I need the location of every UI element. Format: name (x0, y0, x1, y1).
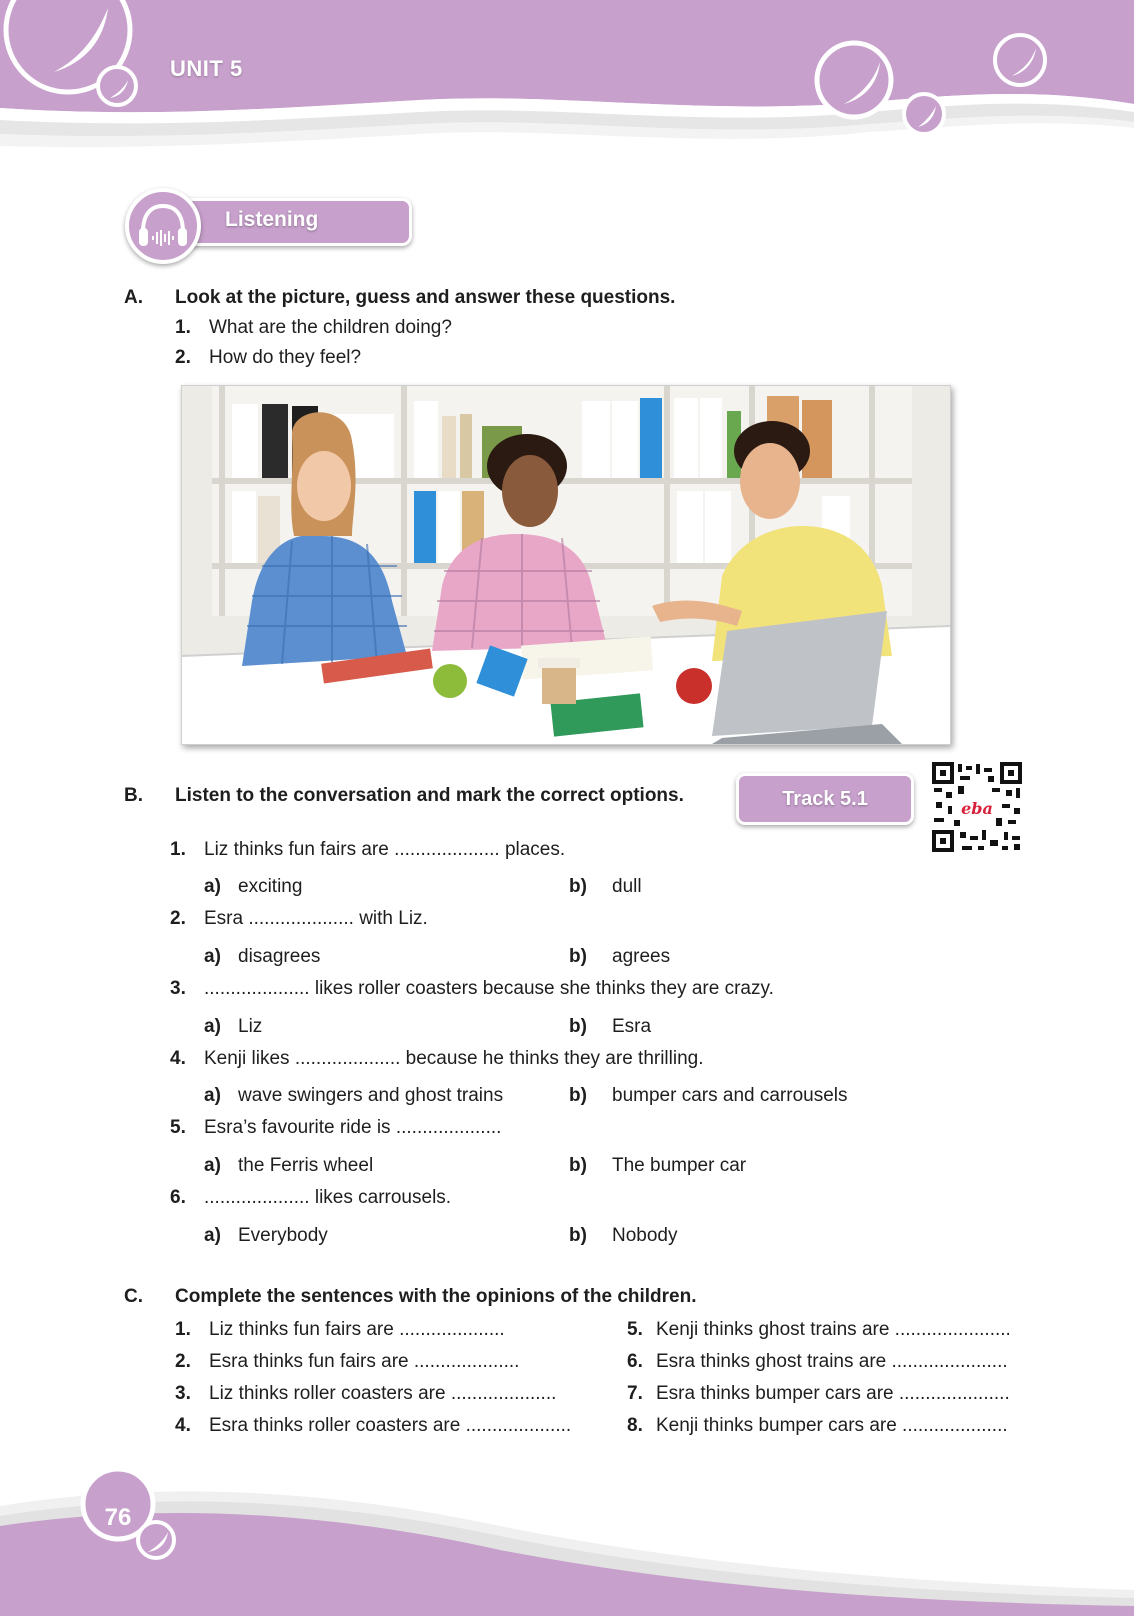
b-q5-b-text[interactable]: The bumper car (612, 1155, 747, 1176)
b-q6-a-text[interactable]: Everybody (238, 1225, 328, 1246)
b-q4-a-text[interactable]: wave swingers and ghost trains (238, 1085, 504, 1106)
b-q6-b-letter[interactable]: b) (569, 1225, 587, 1246)
b-q4-a-letter[interactable]: a) (204, 1085, 221, 1106)
b-q3-a-text[interactable]: Liz (238, 1016, 263, 1037)
header-banner (0, 0, 1134, 170)
section-b-letter: B. (124, 785, 143, 806)
b-q4-num: 4. (170, 1048, 186, 1069)
section-a-q1-text: What are the children doing? (209, 317, 452, 338)
b-q3-num: 3. (170, 978, 186, 999)
unit-title: UNIT 5 (170, 56, 243, 81)
c-item-5-num: 5. (627, 1319, 643, 1340)
b-q5-text: Esra’s favourite ride is .................... (204, 1117, 502, 1138)
b-q6-b-text[interactable]: Nobody (612, 1225, 678, 1246)
c-item-1-num: 1. (175, 1319, 191, 1340)
section-a-q1-num: 1. (175, 317, 191, 338)
c-item-6-text: Esra thinks ghost trains are ...................... (656, 1351, 1008, 1372)
b-q3-a-letter[interactable]: a) (204, 1016, 221, 1037)
c-item-3-num: 3. (175, 1383, 191, 1404)
section-c-instruction: Complete the sentences with the opinions of the children. (175, 1286, 697, 1307)
b-q1-b-text[interactable]: dull (612, 876, 642, 897)
section-a-letter: A. (124, 287, 143, 308)
b-q6-num: 6. (170, 1187, 186, 1208)
c-item-2-num: 2. (175, 1351, 191, 1372)
section-a-instruction: Look at the picture, guess and answer these questions. (175, 287, 676, 308)
b-q5-b-letter[interactable]: b) (569, 1155, 587, 1176)
c-item-1-text: Liz thinks fun fairs are .................... (209, 1319, 505, 1340)
footer-banner (0, 1470, 1134, 1616)
listening-badge (125, 188, 425, 258)
c-item-6-num: 6. (627, 1351, 643, 1372)
qr-code-icon[interactable] (932, 762, 1022, 852)
b-q1-num: 1. (170, 839, 186, 860)
section-c-letter: C. (124, 1286, 143, 1307)
b-q4-text: Kenji likes .................... because he thinks they are thrilling. (204, 1048, 704, 1069)
b-q2-a-letter[interactable]: a) (204, 946, 221, 967)
qr-logo-text: eba (961, 799, 993, 818)
b-q2-text: Esra .................... with Liz. (204, 908, 428, 929)
b-q5-num: 5. (170, 1117, 186, 1138)
c-item-4-text: Esra thinks roller coasters are .................... (209, 1415, 572, 1436)
track-label: Track 5.1 (782, 788, 868, 810)
c-item-8-num: 8. (627, 1415, 643, 1436)
b-q5-a-text[interactable]: the Ferris wheel (238, 1155, 374, 1176)
headphones-icon (129, 192, 197, 260)
c-item-7-num: 7. (627, 1383, 643, 1404)
b-q2-b-text[interactable]: agrees (612, 946, 671, 967)
c-item-2-text: Esra thinks fun fairs are .................... (209, 1351, 520, 1372)
page-number: 76 (104, 1504, 132, 1531)
c-item-5-text: Kenji thinks ghost trains are ...................... (656, 1319, 1011, 1340)
b-q4-b-letter[interactable]: b) (569, 1085, 587, 1106)
b-q1-a-letter[interactable]: a) (204, 876, 221, 897)
b-q2-num: 2. (170, 908, 186, 929)
track-button[interactable] (736, 773, 914, 825)
b-q1-b-letter[interactable]: b) (569, 876, 587, 897)
section-a-q2-num: 2. (175, 347, 191, 368)
listening-label: Listening (225, 208, 319, 231)
c-item-7-text: Esra thinks bumper cars are ..................... (656, 1383, 1010, 1404)
b-q3-b-letter[interactable]: b) (569, 1016, 587, 1037)
b-q5-a-letter[interactable]: a) (204, 1155, 221, 1176)
b-q1-a-text[interactable]: exciting (238, 876, 303, 897)
b-q2-b-letter[interactable]: b) (569, 946, 587, 967)
b-q4-b-text[interactable]: bumper cars and carrousels (612, 1085, 848, 1106)
c-item-3-text: Liz thinks roller coasters are .................... (209, 1383, 557, 1404)
headphone-circle (125, 188, 201, 264)
c-item-8-text: Kenji thinks bumper cars are .................... (656, 1415, 1008, 1436)
b-q6-a-letter[interactable]: a) (204, 1225, 221, 1246)
b-q6-text: .................... likes carrousels. (204, 1187, 452, 1208)
b-q2-a-text[interactable]: disagrees (238, 946, 321, 967)
section-b-instruction: Listen to the conversation and mark the correct options. (175, 785, 684, 806)
students-photo (181, 385, 951, 745)
b-q3-text: .................... likes roller coasters because she thinks they are crazy. (204, 978, 774, 999)
b-q3-b-text[interactable]: Esra (612, 1016, 652, 1037)
c-item-4-num: 4. (175, 1415, 191, 1436)
b-q1-text: Liz thinks fun fairs are .................... places. (204, 839, 566, 860)
section-a-q2-text: How do they feel? (209, 347, 362, 368)
